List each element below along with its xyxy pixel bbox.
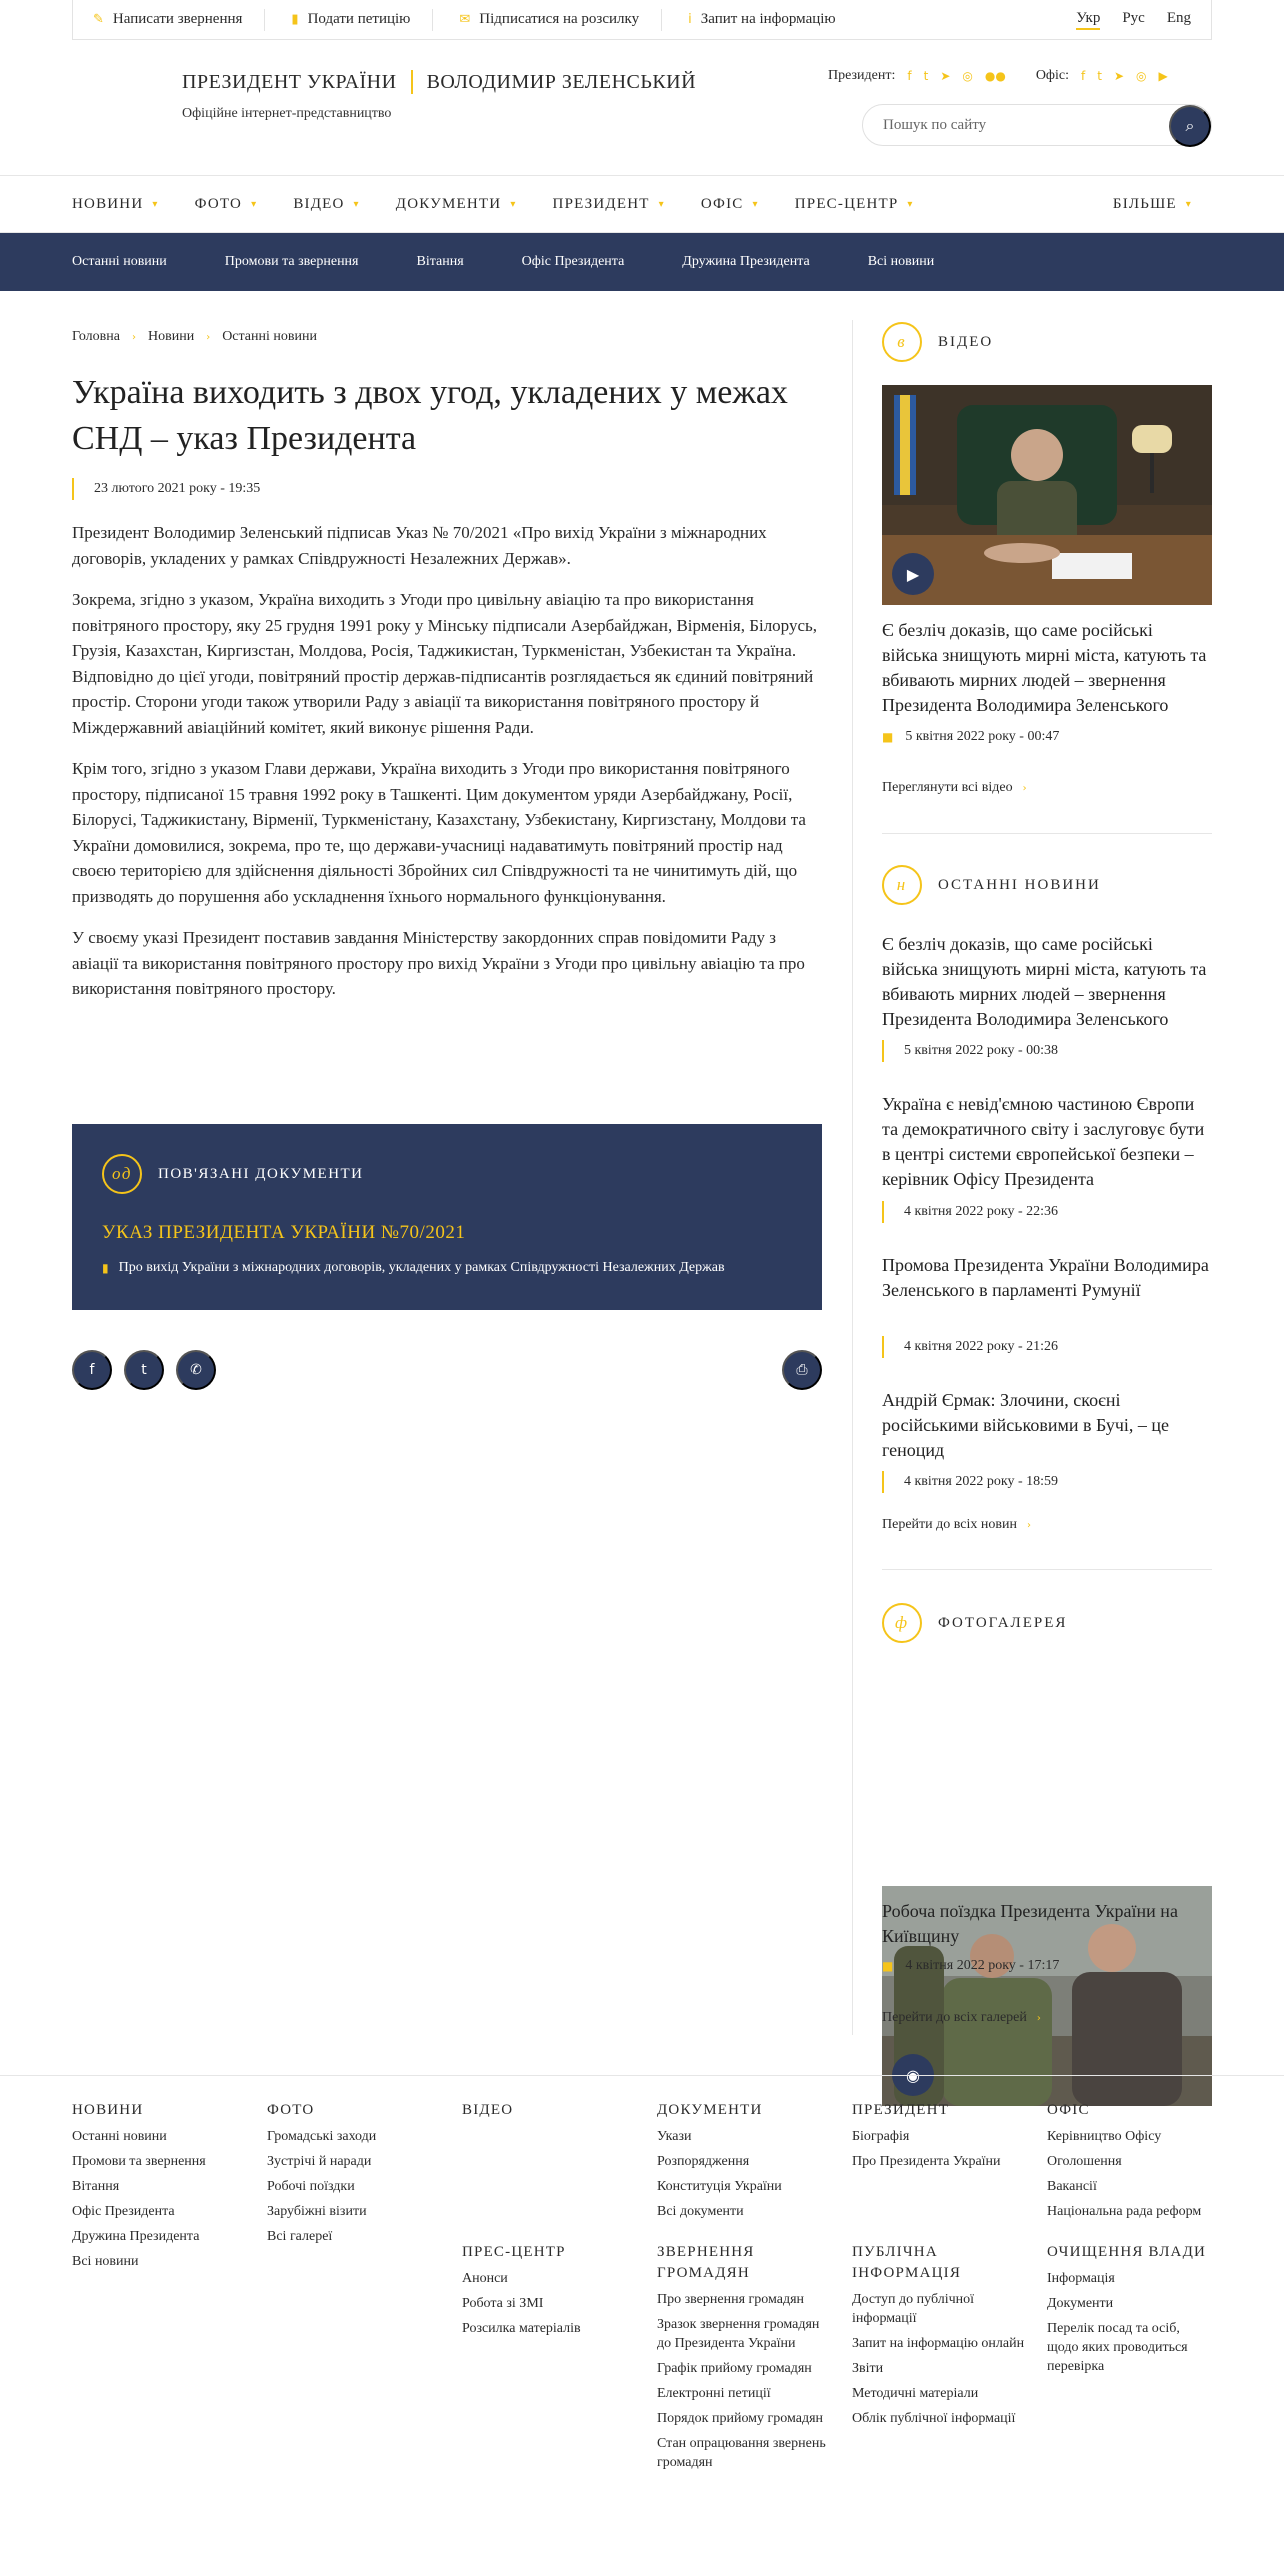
footer-link[interactable]: Розсилка матеріалів bbox=[462, 2321, 581, 2336]
section-divider bbox=[882, 1569, 1212, 1570]
instagram-icon[interactable]: ◎ bbox=[962, 69, 973, 83]
chevron-down-icon: ▾ bbox=[907, 198, 914, 210]
footer-column-lustration bbox=[1047, 2242, 1212, 2382]
gallery-heading-label: ФОТОГАЛЕРЕЯ bbox=[938, 1614, 1068, 1631]
footer-link[interactable]: Всі документи bbox=[657, 2204, 744, 2219]
nav-news-label: НОВИНИ bbox=[72, 195, 144, 212]
article-date: 23 лютого 2021 року - 19:35 bbox=[72, 478, 260, 500]
document-icon: ▮ bbox=[102, 1261, 109, 1275]
footer-link[interactable]: Зустрічі й наради bbox=[267, 2154, 372, 2169]
chevron-right-icon: › bbox=[1036, 2012, 1041, 2024]
footer-link[interactable]: Документи bbox=[1047, 2296, 1114, 2311]
news-item-date: 5 квітня 2022 року - 00:38 bbox=[882, 1040, 1212, 1062]
all-galleries-label: Перейти до всіх галерей bbox=[882, 2010, 1027, 2025]
footer-link[interactable]: Промови та звернення bbox=[72, 2154, 206, 2169]
language-switcher bbox=[1076, 10, 1191, 30]
nav-video[interactable] bbox=[293, 196, 359, 213]
footer-link[interactable]: Національна рада реформ bbox=[1047, 2204, 1202, 2219]
share-facebook-button[interactable] bbox=[72, 1350, 112, 1390]
footer-link[interactable]: Інформація bbox=[1047, 2271, 1115, 2286]
twitter-icon[interactable]: t bbox=[1097, 69, 1102, 83]
footer-link[interactable]: Біографія bbox=[852, 2129, 910, 2144]
search-icon: ⌕ bbox=[1185, 116, 1195, 135]
nav-press-center-label: ПРЕС-ЦЕНТР bbox=[794, 195, 899, 212]
nav-photo-label: ФОТО bbox=[194, 195, 243, 212]
footer bbox=[0, 2075, 1284, 2568]
nav-documents-label: ДОКУМЕНТИ bbox=[395, 195, 502, 212]
chevron-down-icon: ▾ bbox=[152, 198, 159, 210]
info-icon: ⅰ bbox=[688, 12, 692, 27]
page-title: Україна виходить з двох угод, укладених у межах СНД – указ Президента bbox=[72, 374, 788, 457]
section-badge: в bbox=[882, 322, 922, 362]
subnav-latest-news[interactable]: Останні новини bbox=[72, 254, 167, 269]
chevron-right-icon: › bbox=[1022, 782, 1027, 794]
gallery-title-link[interactable]: Робоча поїздка Президента України на Київщину bbox=[882, 1901, 1178, 1946]
footer-link[interactable]: Облік публічної інформації bbox=[852, 2411, 1016, 2426]
footer-link[interactable]: Дружина Президента bbox=[72, 2229, 200, 2244]
footer-column-news bbox=[72, 2100, 248, 2277]
footer-column-documents bbox=[657, 2100, 833, 2227]
share-bar bbox=[72, 1350, 822, 1390]
footer-link[interactable]: Оголошення bbox=[1047, 2154, 1122, 2169]
subnav-speeches[interactable]: Промови та звернення bbox=[224, 254, 359, 269]
search-button[interactable] bbox=[1169, 105, 1211, 147]
footer-link[interactable]: Стан опрацювання звернень громадян bbox=[657, 2436, 826, 2470]
footer-link[interactable]: Вітання bbox=[72, 2179, 120, 2194]
footer-heading[interactable]: ОФІС bbox=[1047, 2102, 1090, 2118]
chevron-down-icon: ▾ bbox=[510, 198, 517, 210]
chevron-right-icon: › bbox=[131, 331, 136, 343]
all-news-label: Перейти до всіх новин bbox=[882, 1517, 1017, 1532]
news-item-title[interactable]: Андрій Єрмак: Злочини, скоєні російськими військовими в Бучі, – це геноцид bbox=[882, 1390, 1170, 1460]
breadcrumb-latest-news[interactable]: Останні новини bbox=[222, 329, 317, 344]
news-item-title[interactable]: Промова Президента України Володимира Зеленського в парламенті Румунії bbox=[882, 1255, 1209, 1300]
footer-link[interactable]: Методичні матеріали bbox=[852, 2386, 979, 2401]
lang-eng[interactable]: Eng bbox=[1166, 9, 1191, 26]
nav-office-label: ОФІС bbox=[700, 195, 744, 212]
footer-heading[interactable]: ДОКУМЕНТИ bbox=[657, 2102, 763, 2118]
decree-link[interactable]: УКАЗ ПРЕЗИДЕНТА УКРАЇНИ №70/2021 bbox=[102, 1222, 466, 1243]
camera-icon: ◉ bbox=[892, 2054, 934, 2096]
youtube-icon[interactable]: ▶ bbox=[1158, 69, 1168, 83]
pencil-icon: ✎ bbox=[93, 12, 104, 27]
flickr-icon[interactable]: ●● bbox=[984, 69, 1006, 83]
sub-navigation bbox=[0, 233, 1284, 291]
footer-heading[interactable]: ЗВЕРНЕННЯ ГРОМАДЯН bbox=[657, 2244, 755, 2281]
chevron-right-icon: › bbox=[1026, 1519, 1031, 1531]
article-paragraph: У своєму указі Президент поставив завдання Міністерству закордонних справ повідомити Раду з авіації та використання повітряного простору про вихід України з Угоди про цивільну авіацію та про використання повітряного простору. bbox=[72, 928, 805, 998]
breadcrumb-home[interactable]: Головна bbox=[72, 329, 120, 344]
subnav-all-news[interactable]: Всі новини bbox=[867, 254, 935, 269]
breadcrumb-news[interactable]: Новини bbox=[147, 329, 195, 344]
footer-column-photo bbox=[267, 2100, 443, 2252]
section-badge: од bbox=[102, 1154, 142, 1194]
footer-heading[interactable]: ПРЕЗИДЕНТ bbox=[852, 2102, 950, 2118]
info-request-label: Запит на інформацію bbox=[700, 11, 836, 27]
telegram-icon[interactable]: ➤ bbox=[940, 69, 951, 83]
footer-link[interactable]: Конституція України bbox=[657, 2179, 782, 2194]
nav-photo[interactable] bbox=[195, 196, 258, 213]
nav-office[interactable] bbox=[701, 196, 759, 213]
footer-link[interactable]: Електронні петиції bbox=[657, 2386, 771, 2401]
search-box bbox=[862, 104, 1212, 146]
footer-link[interactable]: Про Президента України bbox=[852, 2154, 1001, 2169]
footer-link[interactable]: Запит на інформацію онлайн bbox=[852, 2336, 1025, 2351]
news-item-title[interactable]: Є безліч доказів, що саме російські війська знищують мирні міста, катують та вбивають мирних людей – звернення Президента Володимира Зеленського bbox=[882, 934, 1207, 1029]
site-subtitle: Офіційне інтернет-представництво bbox=[182, 106, 392, 121]
chevron-down-icon: ▾ bbox=[752, 198, 759, 210]
chevron-down-icon: ▾ bbox=[353, 198, 360, 210]
section-divider bbox=[882, 833, 1212, 834]
president-socials-label: Президент: bbox=[828, 68, 896, 83]
whatsapp-icon: ✆ bbox=[190, 1362, 202, 1378]
nav-president-label: ПРЕЗИДЕНТ bbox=[552, 195, 650, 212]
footer-link[interactable]: Доступ до публічної інформації bbox=[852, 2292, 975, 2326]
footer-link[interactable]: Всі галереї bbox=[267, 2229, 333, 2244]
footer-link[interactable]: Офіс Президента bbox=[72, 2204, 175, 2219]
footer-link[interactable]: Зразок звернення громадян до Президента України bbox=[657, 2317, 820, 2351]
footer-column-appeals bbox=[657, 2242, 833, 2478]
footer-link[interactable]: Громадські заходи bbox=[267, 2129, 377, 2144]
social-links bbox=[828, 68, 1168, 84]
footer-link[interactable]: Розпорядження bbox=[657, 2154, 750, 2169]
article-paragraph: Президент Володимир Зеленський підписав Указ № 70/2021 «Про вихід України з міжнародних договорів, укладених у рамках Співдружності Незалежних Держав». bbox=[72, 523, 767, 568]
office-socials-label: Офіс: bbox=[1035, 68, 1069, 83]
write-appeal-link[interactable] bbox=[93, 9, 265, 31]
document-icon: ▮ bbox=[291, 12, 299, 27]
section-badge: ф bbox=[882, 1603, 922, 1643]
footer-heading[interactable]: ПРЕС-ЦЕНТР bbox=[462, 2244, 566, 2260]
video-heading-label: ВІДЕО bbox=[938, 333, 994, 350]
footer-link[interactable]: Робочі поїздки bbox=[267, 2179, 355, 2194]
footer-link[interactable]: Керівництво Офісу bbox=[1047, 2129, 1162, 2144]
footer-column-video bbox=[462, 2100, 638, 2127]
news-heading-label: ОСТАННІ НОВИНИ bbox=[938, 876, 1101, 893]
video-date bbox=[882, 729, 1212, 745]
article-paragraph: Зокрема, згідно з указом, Україна виходить з Угоди про цивільну авіацію та про використання повітряного простору, яку 25 грудня 1991 року у Мінську підписали Азербайджан, Вірменія, Білорусь, Грузія, Казахстан, Киргизстан, Молдова, Росія, Таджикистан, Туркменістан, Узбекистан та Україна. Відповідно до цієї угоди, повітряний простір держав-підписантів розглядається як єдиний повітряний простір. Сторони угоди також утворили Раду з авіації та використання повітряного простору й Міждержавний авіаційний комітет, який виконує рішення Ради. bbox=[72, 590, 818, 737]
footer-link[interactable]: Вакансії bbox=[1047, 2179, 1097, 2194]
footer-link[interactable]: Про звернення громадян bbox=[657, 2292, 805, 2307]
related-documents-heading bbox=[102, 1154, 792, 1194]
subnav-president-office[interactable]: Офіс Президента bbox=[521, 254, 625, 269]
twitter-icon: t bbox=[141, 1362, 147, 1378]
news-item-title[interactable]: Україна є невід'ємною частиною Європи та демократичного світу і заслуговує бути в центрі системи європейської безпеки – керівник Офісу Президента bbox=[882, 1094, 1205, 1189]
site-title-left: ПРЕЗИДЕНТ УКРАЇНИ bbox=[182, 70, 397, 93]
footer-link[interactable]: Звіти bbox=[852, 2361, 884, 2376]
gallery-date-label: 4 квітня 2022 року - 17:17 bbox=[905, 1958, 1060, 1973]
site-title[interactable] bbox=[182, 70, 696, 94]
share-whatsapp-button[interactable] bbox=[176, 1350, 216, 1390]
footer-heading[interactable]: ОЧИЩЕННЯ ВЛАДИ bbox=[1047, 2244, 1207, 2260]
submit-petition-label: Подати петицію bbox=[307, 11, 411, 27]
related-documents bbox=[72, 1124, 822, 1310]
news-item-date: 4 квітня 2022 року - 21:26 bbox=[882, 1336, 1212, 1358]
nav-more[interactable] bbox=[1113, 196, 1192, 213]
info-request-link[interactable] bbox=[688, 9, 858, 31]
share-twitter-button[interactable] bbox=[124, 1350, 164, 1390]
news-section-heading bbox=[882, 865, 1212, 905]
video-play-icon: ▶ bbox=[892, 553, 934, 595]
nav-president[interactable] bbox=[553, 196, 665, 213]
subscribe-link[interactable] bbox=[459, 9, 662, 31]
chevron-down-icon: ▾ bbox=[1185, 198, 1192, 210]
footer-link[interactable]: Робота зі ЗМІ bbox=[462, 2296, 544, 2311]
subscribe-label: Підписатися на розсилку bbox=[479, 11, 640, 27]
footer-link[interactable]: Останні новини bbox=[72, 2129, 167, 2144]
footer-heading[interactable]: ФОТО bbox=[267, 2102, 315, 2118]
footer-link[interactable]: Графік прийому громадян bbox=[657, 2361, 812, 2376]
footer-link[interactable]: Укази bbox=[657, 2129, 692, 2144]
title-separator bbox=[411, 70, 413, 94]
footer-link[interactable]: Всі новини bbox=[72, 2254, 139, 2269]
facebook-icon: f bbox=[89, 1362, 95, 1378]
write-appeal-label: Написати звернення bbox=[112, 11, 243, 27]
camera-icon: ■ bbox=[882, 1959, 894, 1973]
all-galleries-link[interactable] bbox=[882, 2010, 1212, 2026]
telegram-icon[interactable]: ➤ bbox=[1113, 69, 1125, 83]
nav-more-label: БІЛЬШЕ bbox=[1112, 195, 1177, 212]
breadcrumb bbox=[72, 329, 317, 345]
all-news-link[interactable] bbox=[882, 1517, 1212, 1533]
twitter-icon[interactable]: t bbox=[923, 69, 929, 83]
related-document-label: Про вихід України з міжнародних договорів, укладених у рамках Співдружності Незалежних Держав bbox=[118, 1260, 725, 1275]
camera-icon: ■ bbox=[882, 730, 894, 744]
footer-link[interactable]: Порядок прийому громадян bbox=[657, 2411, 824, 2426]
chevron-down-icon: ▾ bbox=[658, 198, 665, 210]
search-input[interactable] bbox=[863, 117, 1153, 134]
footer-column-president bbox=[852, 2100, 1028, 2177]
nav-news[interactable] bbox=[72, 196, 159, 213]
subnav-first-lady[interactable]: Дружина Президента bbox=[682, 254, 810, 269]
envelope-icon: ✉ bbox=[459, 12, 471, 27]
chevron-right-icon: › bbox=[206, 331, 211, 343]
video-section-heading bbox=[882, 322, 1212, 362]
gallery-date bbox=[882, 1958, 1212, 1974]
video-date-label: 5 квітня 2022 року - 00:47 bbox=[905, 729, 1060, 744]
subnav-greetings[interactable]: Вітання bbox=[416, 254, 464, 269]
lang-rus[interactable]: Рус bbox=[1122, 9, 1145, 26]
footer-link[interactable]: Анонси bbox=[462, 2271, 508, 2286]
footer-heading[interactable]: НОВИНИ bbox=[72, 2102, 144, 2118]
sidebar-divider bbox=[852, 320, 853, 2035]
related-heading-label: ПОВ'ЯЗАНІ ДОКУМЕНТИ bbox=[158, 1165, 364, 1182]
article-body bbox=[72, 520, 822, 1018]
footer-link[interactable]: Перелік посад та осіб, щодо яких проводиться перевірка bbox=[1047, 2321, 1188, 2374]
chevron-down-icon: ▾ bbox=[251, 198, 258, 210]
nav-press-center[interactable] bbox=[795, 196, 914, 213]
related-document-item[interactable] bbox=[102, 1260, 792, 1276]
video-thumbnail[interactable] bbox=[882, 385, 1212, 605]
section-badge: н bbox=[882, 865, 922, 905]
footer-column-office bbox=[1047, 2100, 1217, 2227]
lang-ukr[interactable]: Укр bbox=[1076, 10, 1100, 30]
footer-link[interactable]: Зарубіжні візити bbox=[267, 2204, 367, 2219]
article-paragraph: Крім того, згідно з указом Глави держави, Україна виходить з Угоди про використання повітряного простору, підписаної 15 травня 1992 року в Ташкенті. Цим документом уряди Азербайджану, Росії, Білорусі, Таджикистану, Вірменії, Туркменістану, Казахстану, Узбекистану, Киргизстану, Молдови та України домовилися, зокрема, про те, що держави-учасниці надаватимуть повітряний простір над своєю територією для здійснення діяльності Збройних сил Співдружності та не чинитимуть дій, що призводять до порушення або ускладнення їхнього нормального функціонування. bbox=[72, 759, 806, 906]
news-item-date: 4 квітня 2022 року - 22:36 bbox=[882, 1201, 1212, 1223]
footer-heading[interactable]: ВІДЕО bbox=[462, 2102, 514, 2118]
facebook-icon[interactable]: f bbox=[1081, 69, 1086, 83]
office-socials bbox=[1036, 68, 1168, 84]
printer-icon: ⎙ bbox=[796, 1362, 808, 1378]
video-title-link[interactable]: Є безліч доказів, що саме російські війська знищують мирні міста, катують та вбивають мирних людей – звернення Президента Володимира Зеленського bbox=[882, 620, 1207, 715]
footer-heading[interactable]: ПУБЛІЧНА ІНФОРМАЦІЯ bbox=[852, 2244, 962, 2281]
nav-documents[interactable] bbox=[396, 196, 517, 213]
main-navigation bbox=[0, 175, 1284, 233]
facebook-icon[interactable]: f bbox=[907, 69, 912, 83]
print-button[interactable] bbox=[782, 1350, 822, 1390]
site-title-right: ВОЛОДИМИР ЗЕЛЕНСЬКИЙ bbox=[426, 70, 697, 93]
nav-video-label: ВІДЕО bbox=[293, 195, 345, 212]
gallery-section-heading bbox=[882, 1603, 1212, 1643]
all-videos-label: Переглянути всі відео bbox=[882, 780, 1013, 795]
instagram-icon[interactable]: ◎ bbox=[1136, 69, 1147, 83]
all-videos-link[interactable] bbox=[882, 780, 1212, 796]
utility-bar bbox=[72, 0, 1212, 40]
footer-column-public-info bbox=[852, 2242, 1028, 2434]
president-socials bbox=[828, 68, 1006, 84]
footer-column-press-center bbox=[462, 2242, 638, 2344]
submit-petition-link[interactable] bbox=[291, 9, 433, 31]
news-item-date: 4 квітня 2022 року - 18:59 bbox=[882, 1471, 1212, 1493]
